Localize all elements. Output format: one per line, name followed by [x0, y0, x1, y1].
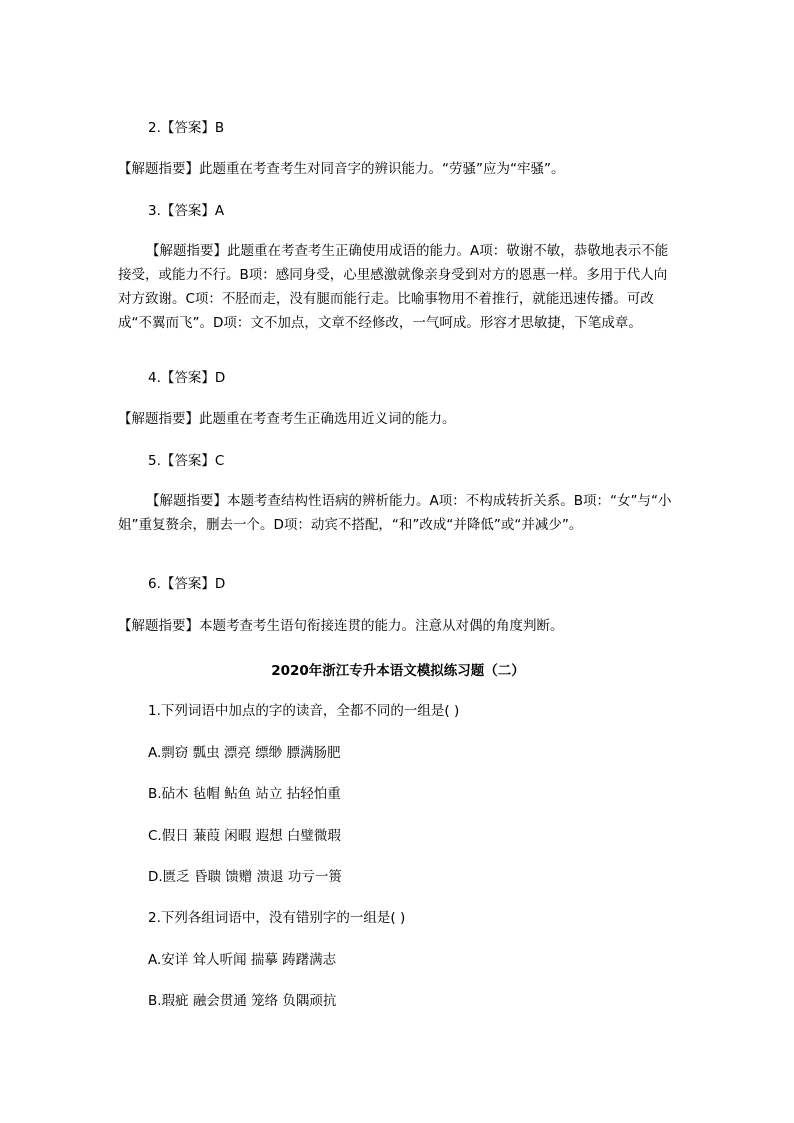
answer-6-label: 6.【答案】D — [148, 576, 226, 592]
answer-4-explanation: 【解题指要】此题重在考查考生正确选用近义词的能力。 — [118, 411, 456, 427]
answer-4-label: 4.【答案】D — [148, 370, 226, 386]
question-2-option-b: B.瑕疵 融会贯通 笼络 负隅顽抗 — [148, 993, 337, 1009]
answer-3-label: 3.【答案】A — [148, 203, 225, 219]
question-1-option-d: D.匮乏 昏聩 馈赠 溃退 功亏一篑 — [148, 869, 342, 885]
answer-3-explanation: 【解题指要】此题重在考查考生正确使用成语的能力。A项：敬谢不敏，恭敬地表示不能接受，或能力不行。B项：感同身受，心里感激就像亲身受到对方的恩惠一样。多用于代人向对方致谢。C项：不胫而走，没有腿而能行走。比喻事物用不着推行，就能迅速传播。可改成“不翼而飞”。D项：文不加点，文章不经修改，一气呵成。形容才思敏捷，下笔成章。 — [118, 243, 669, 331]
question-2-stem: 2.下列各组词语中，没有错别字的一组是( ) — [148, 910, 406, 926]
answer-5-explanation: 【解题指要】本题考查结构性语病的辨析能力。A项：不构成转折关系。B项：“女”与“小姐”重复赘余，删去一个。D项：动宾不搭配，“和”改成“并降低”或“并减少”。 — [118, 493, 672, 533]
question-2-option-a: A.安详 耸人听闻 揣摹 踌躇满志 — [148, 952, 337, 968]
section-title: 2020年浙江专升本语文模拟练习题（二） — [271, 663, 525, 679]
question-1-stem: 1.下列词语中加点的字的读音，全都不同的一组是( ) — [148, 703, 460, 719]
answer-5-label: 5.【答案】C — [148, 453, 225, 469]
answer-2-explanation: 【解题指要】此题重在考查考生对同音字的辨识能力。“劳骚”应为“牢骚”。 — [118, 161, 565, 177]
question-1-option-a: A.剽窃 瓢虫 漂亮 缥缈 膘满肠肥 — [148, 745, 341, 761]
answer-2-label: 2.【答案】B — [148, 120, 225, 136]
question-1-option-b: B.砧木 毡帽 鲇鱼 站立 拈轻怕重 — [148, 786, 341, 802]
question-1-option-c: C.假日 蒹葭 闲暇 遐想 白璧微瑕 — [148, 828, 341, 844]
answer-6-explanation: 【解题指要】本题考查考生语句衔接连贯的能力。注意从对偶的角度判断。 — [118, 618, 564, 634]
